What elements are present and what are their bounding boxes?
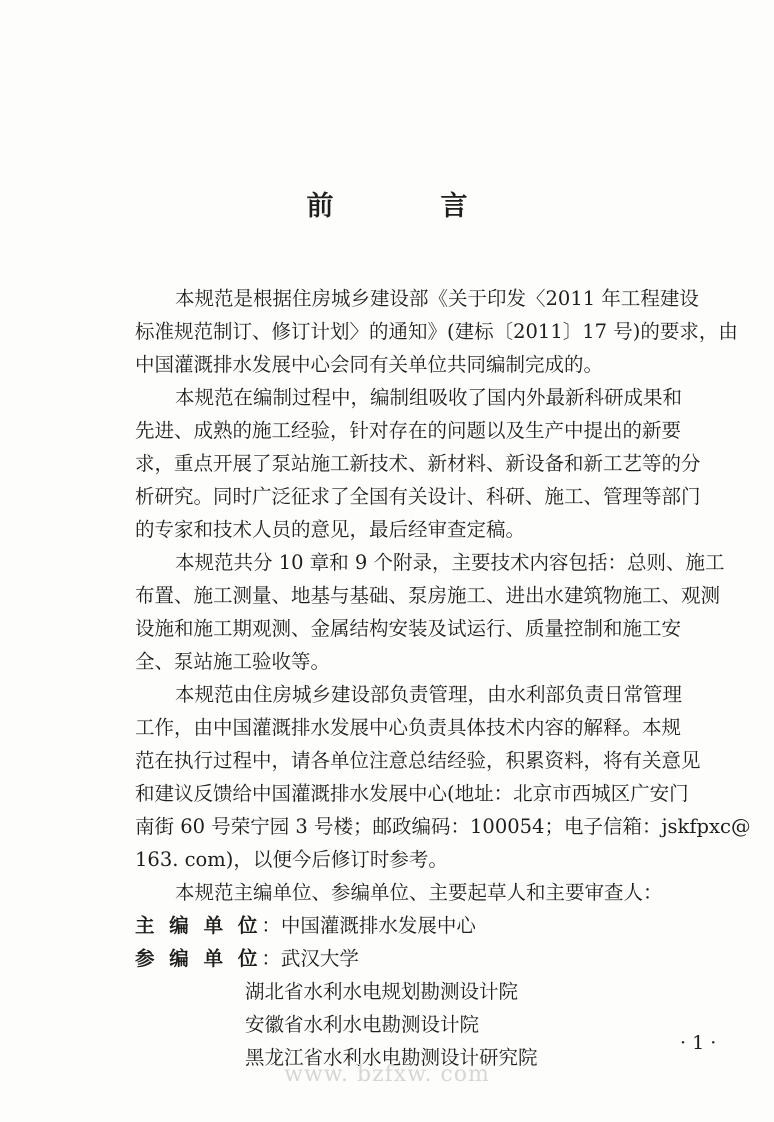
body-line: 标准规范制订、修订计划〉的通知》(建标〔2011〕17 号)的要求，由 [135, 320, 738, 343]
watermark: www. bzfxw. com [284, 1062, 490, 1087]
body-line: 中国灌溉排水发展中心会同有关单位共同编制完成的。 [135, 353, 604, 376]
body-line: 和建议反馈给中国灌溉排水发展中心(地址：北京市西城区广安门 [135, 782, 689, 805]
page-number: · 1 · [680, 1032, 717, 1054]
body-line: 析研究。同时广泛征求了全国有关设计、科研、施工、管理等部门 [135, 485, 701, 508]
participant-value: 安徽省水利水电勘测设计院 [245, 1013, 480, 1036]
body-line: 全、泵站施工验收等。 [135, 650, 331, 673]
participant-value: 湖北省水利水电规划勘测设计院 [245, 980, 519, 1003]
body-line: 本规范共分 10 章和 9 个附录，主要技术内容包括：总则、施工 [175, 551, 725, 574]
body-line: 本规范在编制过程中，编制组吸收了国内外最新科研成果和 [175, 386, 683, 409]
participant-row [135, 946, 661, 972]
chief-editor-value: ：中国灌溉排水发展中心 [261, 914, 476, 937]
participant-value: ：武汉大学 [261, 947, 359, 970]
participant-label: 参 编 单 位 [135, 947, 262, 970]
body-line: 布置、施工测量、地基与基础、泵房施工、进出水建筑物施工、观测 [135, 584, 721, 607]
body-line: 的专家和技术人员的意见，最后经审查定稿。 [135, 518, 526, 541]
body-line: 本规范是根据住房城乡建设部《关于印发〈2011 年工程建设 [175, 287, 699, 310]
body-line: 范在执行过程中，请各单位注意总结经验，积累资料，将有关意见 [135, 749, 701, 772]
page-title: 前 言 [306, 191, 508, 222]
chief-editor-row [135, 913, 661, 939]
body-line: 南街 60 号荣宁园 3 号楼；邮政编码：100054；电子信箱：jskfpxc@ [135, 815, 751, 838]
participant-value: 黑龙江省水利水电勘测设计研究院 [245, 1046, 538, 1069]
body-line: 本规范主编单位、参编单位、主要起草人和主要审查人： [175, 881, 663, 904]
body-line: 工作，由中国灌溉排水发展中心负责具体技术内容的解释。本规 [135, 716, 682, 739]
body-line: 163. com)，以便今后修订时参考。 [135, 848, 448, 871]
body-line: 先进、成熟的施工经验，针对存在的问题以及生产中提出的新要 [135, 419, 682, 442]
body-line: 本规范由住房城乡建设部负责管理，由水利部负责日常管理 [175, 683, 683, 706]
chief-editor-label: 主 编 单 位 [135, 914, 262, 937]
body-line: 求，重点开展了泵站施工新技术、新材料、新设备和新工艺等的分 [135, 452, 701, 475]
body-line: 设施和施工期观测、金属结构安装及试运行、质量控制和施工安 [135, 617, 682, 640]
